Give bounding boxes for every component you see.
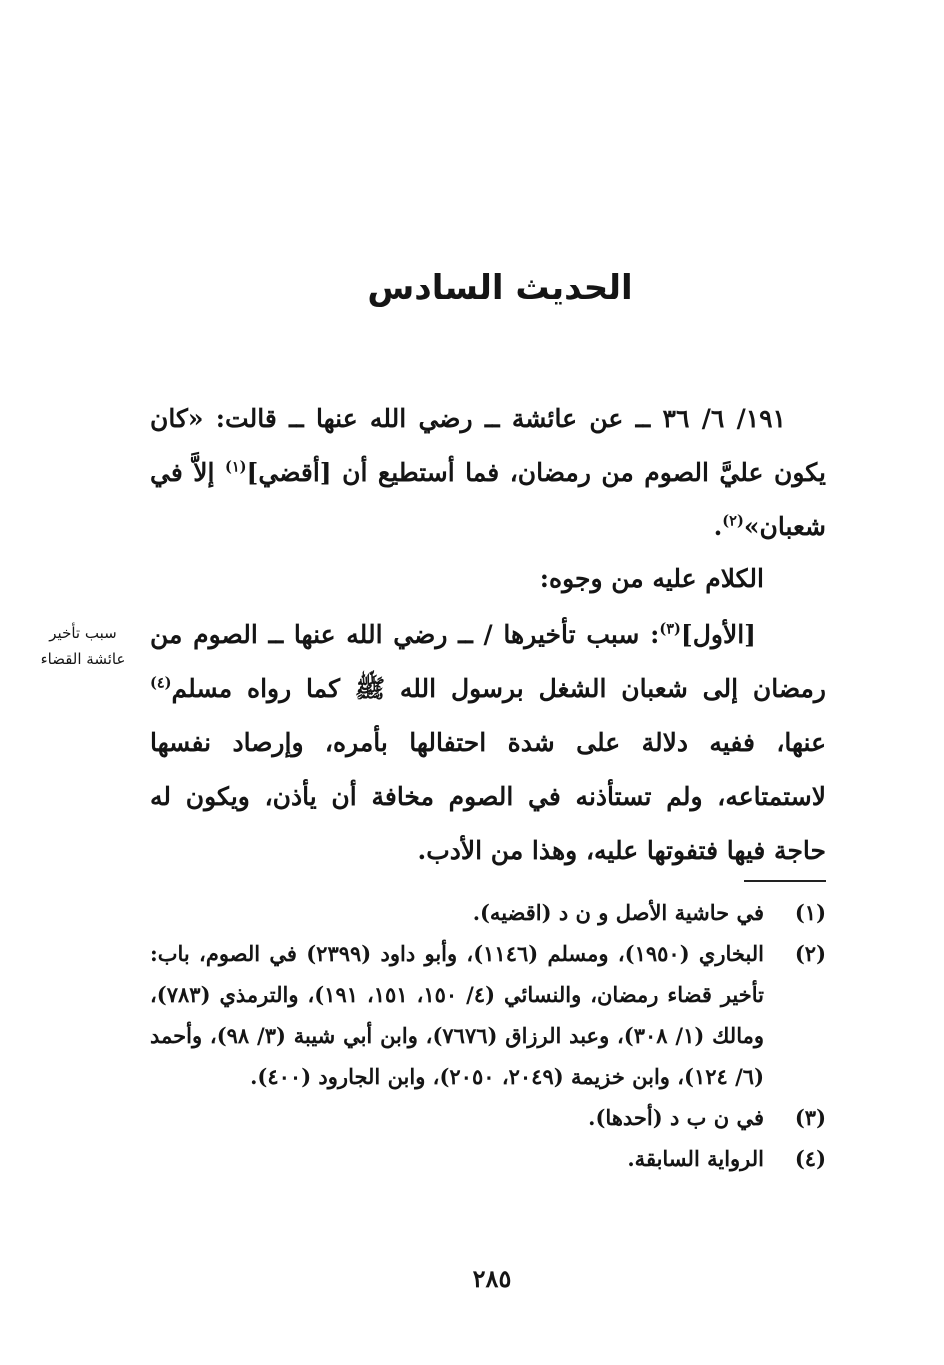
hadith-text: ــ عن عائشة ــ رضي الله عنها ــ قالت: «كان يكون عليَّ الصوم من رمضان، فما أستطيع أن [أقضي]: [150, 404, 826, 487]
hadith-text-continued: إلاَّ في شعبان»: [150, 458, 826, 541]
footnote-item: [150, 892, 826, 933]
footnote-item: [150, 933, 826, 1097]
footnote-divider: [744, 880, 826, 882]
margin-note-line-1: سبب تأخير: [49, 624, 117, 642]
first-aspect-label: [الأول]: [680, 620, 756, 649]
footnote-ref-4[interactable]: (٤): [150, 674, 172, 692]
footnote-text: في ن ب د (أحدها).: [588, 1105, 764, 1130]
footnote-number: (٤): [794, 1146, 826, 1171]
footnotes-list: [150, 892, 826, 1179]
footnote-number: (٢): [794, 941, 826, 966]
footnote-text: البخاري (١٩٥٠)، ومسلم (١١٤٦)، وأبو داود (٢٣٩٩) في الصوم، باب: تأخير قضاء رمضان، والنسائي (٤/ ١٥٠، ١٥١، ١٩١)، والترمذي (٧٨٣)، ومالك (١/ ٣٠٨)، وعبد الرزاق (٧٦٧٦)، وابن أبي شيبة (٣/ ٩٨)، وأحمد (٦/ ١٢٤)، وابن خزيمة (٢٠٤٩، ٢٠٥٠)، وابن الجارود (٤٠٠).: [150, 941, 765, 1089]
footnote-text: الرواية السابقة.: [627, 1146, 764, 1171]
page-title: الحديث السادس: [367, 268, 633, 308]
hadith-number: ١٩١/ ٦/ ٣٦: [662, 404, 786, 433]
footnote-ref-2[interactable]: (٢): [722, 512, 744, 530]
footnote-item: [150, 1138, 826, 1179]
first-aspect-text: : سبب تأخيرها / ــ رضي الله عنها ــ الصوم من رمضان إلى شعبان الشغل برسول الله ﷺ كما رواه مسلم: [150, 620, 826, 703]
hadith-paragraph: [150, 392, 826, 554]
footnote-text: في حاشية الأصل و ن د (اقضيه).: [472, 900, 764, 925]
footnote-number: (١): [794, 900, 826, 925]
page-number: ٢٨٥: [472, 1264, 512, 1293]
footnote-ref-1[interactable]: (١): [224, 458, 247, 476]
footnote-ref-3[interactable]: (٣): [659, 620, 681, 638]
margin-note-line-2: عائشة القضاء: [40, 650, 126, 668]
hadith-end: .: [713, 512, 723, 541]
first-aspect-text-continued: عنها، ففيه دلالة على شدة احتفالها بأمره، وإرصاد نفسها لاستمتاعه، ولم تستأذنه في الصوم مخافة أن يأذن، ويكون له حاجة فيها فتفوتها عليه، وهذا من الأدب.: [150, 728, 826, 865]
first-aspect-paragraph: [150, 608, 826, 878]
section-heading: الكلام عليه من وجوه:: [539, 564, 764, 593]
footnote-item: [150, 1097, 826, 1138]
footnote-number: (٣): [794, 1105, 826, 1130]
margin-note: [28, 620, 138, 672]
